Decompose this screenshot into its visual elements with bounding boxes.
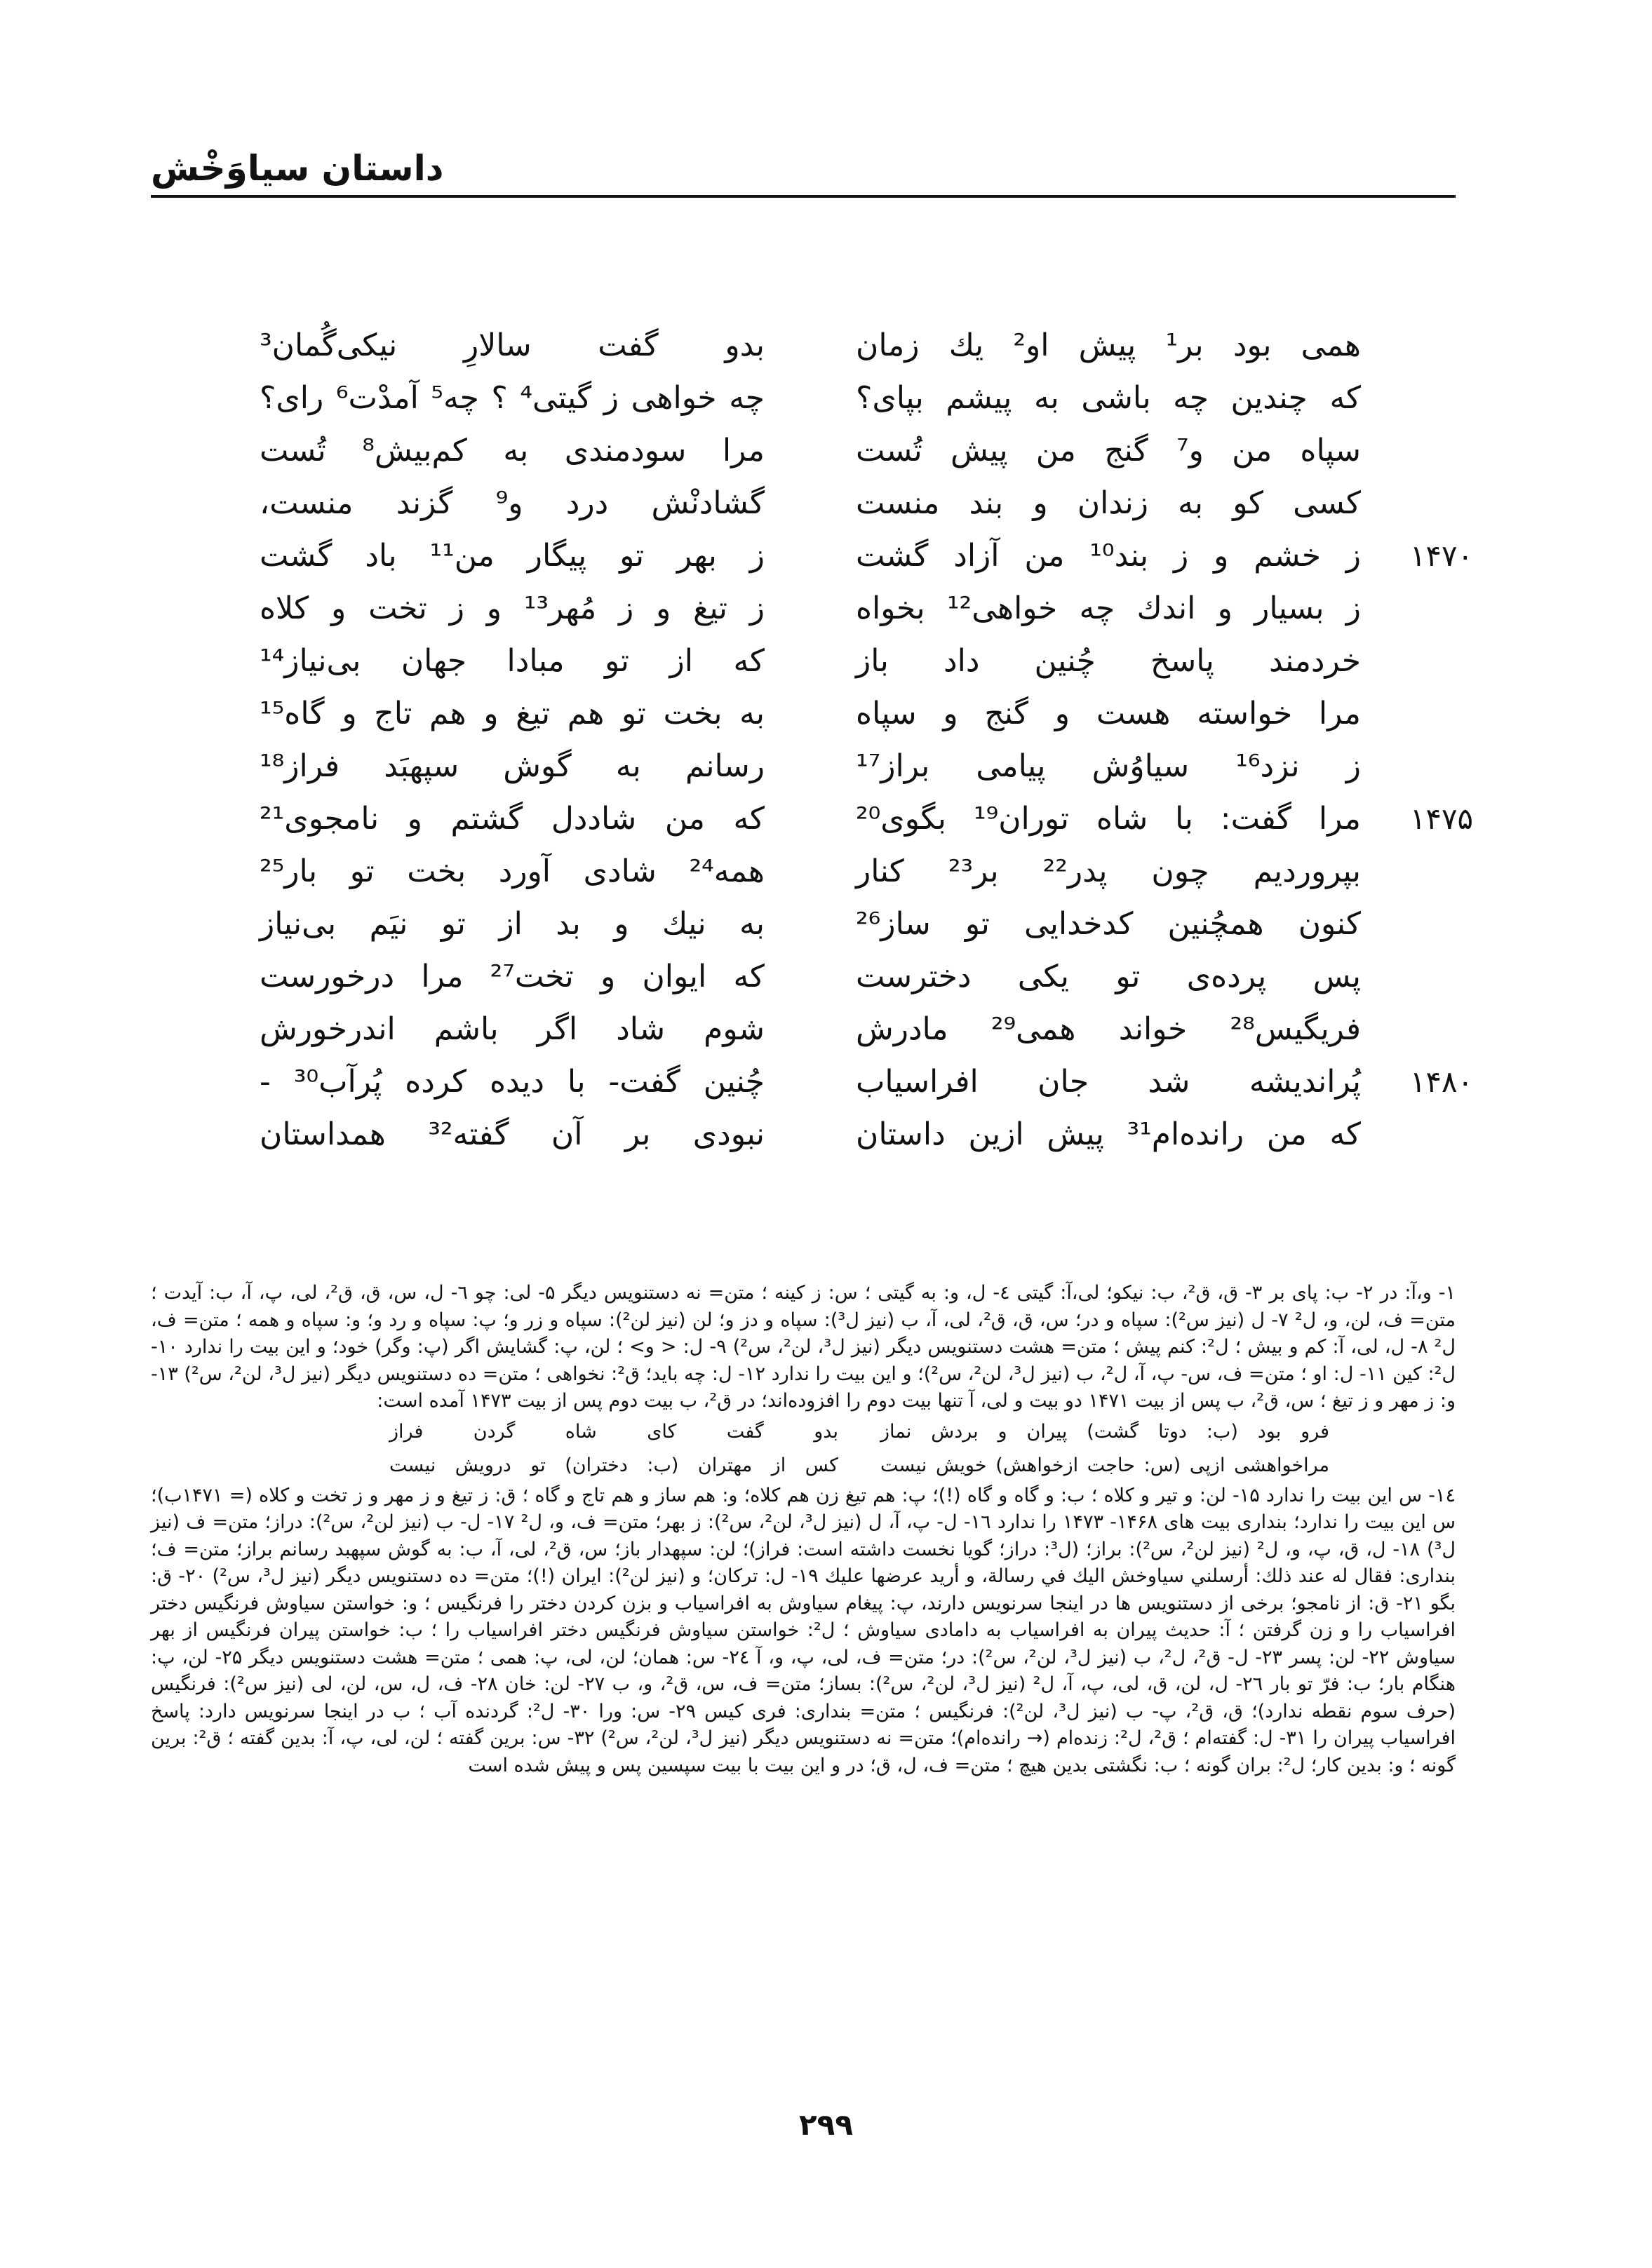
couplet [260,845,1494,898]
first-hemistich: سپاه من و⁷ گنج من پیش تُست [856,433,1361,468]
footnote-paragraph: ۱٤- س این بیت را ندارد ۱۵- لن: و تیر و کلاه ؛ ب: و گاه و گاه (!)؛ پ: هم تیغ زن هم کلاه؛ و: هم ساز و هم تاج و گاه ؛ ق: ز تیغ و ز مهر و ز تخت و کلاه (= ۱۴۷۱ب)؛ س این بیت را ندارد؛ بنداری بیت های ۱۴۶۸- ۱۴۷۳ را ندارد ۱٦- ل- پ، آ، ل (نیز ل³، لن²، س²): ز بهر؛ متن= ف، و، ل² ۱۷- ل- ب (نیز لن²، س²): دراز؛ متن= ف (نیز ل³) ۱۸- ل، ق، پ، و، ل² (نیز لن²، س²): براز؛ (ل³: دراز؛ گویا نخست داشته است: فراز)؛ لن: سپهدار باز؛ س، ق²، لی، آ، ب: به گوش سپهبد رسانم براز؛ متن= ف؛ بنداری: فقال له عند ذلك: أرسلني سیاوخش الیك في رسالة، و أرید عرضها علیك ۱۹- ل: ترکان؛ و (نیز لن²): ایران (!)؛ متن= ده دستنویس دیگر (نیز ل³، س²) ۲۰- ق: بگو ۲۱- ق: از نامجو؛ برخی از دستنویس ها در اینجا سرنویس دارند، پ: پیغام سیاوش به افراسیاب و بزن کردن دختر را فرنگیس ؛ و: خواستن سیاوش فرنگیس دختر افراسیاب را و زن گرفتن ؛ آ: حدیث پیران به افراسیاب به دامادی سیاوش ؛ ل²: خواستن سیاوش فرنگیس دختر افراسیاب را ؛ ب: خواستن پیران فرنگیس از بهر سیاوش ۲۲- لن: پسر ۲۳- ل- ق²، ل²، ب (نیز ل³، لن²، س²): در؛ متن= ف، لی، پ، و، آ ۲٤- س: همان؛ لن، لی، پ: همی ؛ متن= هشت دستنویس دیگر ۲۵- لن، پ: هنگام بار؛ ب: فرّ تو بار ۲٦- ل، لن، ق، لی، پ، آ، ل² (نیز ل³، لن²، س²): بساز؛ متن= ف، س، ق²، و، ب ۲۷- لن: خان ۲۸- ف، ل، س، لن، لی (نیز س²): فرنگیس (حرف سوم نقطه ندارد)؛ ق، ق²، پ- ب (نیز ل³، لن²): فرنگیس ؛ متن= بنداری: فری کیس ۲۹- س: ورا ۳۰- ل²: گردنده آب ؛ ب در اینجا سرنویس دارد: پاسخ افراسیاب پیران را ۳۱- ل: گفته‌ام ؛ ق²، ل²: زنده‌ام (→ رانده‌ام)؛ متن= نه دستنویس دیگر (نیز ل³، لن²، س²) ۳۲- س: برین گفته ؛ لن، لی، پ، آ: بدین گفته ؛ ق²: برین گونه ؛ و: بدین کار؛ ل²: بران گونه ؛ ب: نگشتی بدین هیچ ؛ متن= ف، ل، ق؛ در و این بیت با بیت سپسین پس و پیش شده است [151,1484,1456,1776]
running-header-title: داستان سیاوَخْش [151,148,444,189]
couplet [260,792,1494,845]
second-hemistich: شوم شاد اگر باشم اندرخورش [260,1011,765,1047]
line-number: ۱۴۷۵ [1409,802,1474,836]
first-hemistich: ز بسیار و اندك چه خواهی¹² بخواه [856,590,1361,626]
couplet [260,950,1494,1003]
first-hemistich: بپروردیم چون پدر²² بر²³ کنار [856,853,1361,889]
couplet [260,1055,1494,1108]
first-hemistich: که من رانده‌ام³¹ پیش ازین داستان [856,1116,1362,1152]
couplet [260,372,1494,424]
couplet [260,1003,1494,1055]
line-number: ۱۴۷۰ [1409,539,1474,573]
second-hemistich: چه خواهی ز گیتی⁴ ؟ چه⁵ آمدْت⁶ رای؟ [260,380,765,416]
second-hemistich: همه²⁴ شادی آورد بخت تو بار²⁵ [260,853,765,889]
second-hemistich: به نیك و بد از تو نیَم بی‌نیاز [260,906,765,942]
first-hemistich: پس پرده‌ی تو یکی دخترست [856,959,1361,994]
verse-block [260,319,1494,1161]
second-hemistich: به بخت تو هم تیغ و هم تاج و گاه¹⁵ [260,696,765,731]
second-hemistich: مرا سودمندی به کم‌بیش⁸ تُست [260,433,765,468]
first-hemistich: مراخواهشی ازپی (س: حاجت ازخواهش) خویش نیست [880,1454,1329,1476]
first-hemistich: کنون همچُنین کدخدایی تو ساز²⁶ [856,906,1361,942]
first-hemistich: همی بود بر¹ پیش او² یك زمان [856,328,1361,363]
second-hemistich: چُنین گفت- با دیده کرده پُرآب³⁰ - [260,1064,765,1100]
couplet [260,687,1494,740]
couplet [260,582,1494,635]
footnote-paragraph: ۱- و،آ: در ۲- ب: پای بر ۳- ق، ق²، ب: نیکو؛ لی،آ: گیتی ٤- ل، و: به گیتی ؛ س: ز کینه ؛ متن= نه دستنویس دیگر ۵- لی: چو ٦- ل، س، ق، ق²، لی، پ، آ، ب: آیدت ؛ متن= ف، لن، و، ل² ۷- ل (نیز س²): سپاه و در؛ س، ق، ق²، لی، آ، ب (نیز ل³): سپاه و دز و؛ لن (نیز لن²): سپاه و زر و؛ پ: سپاه و رد و؛ و: سپاه و همه ؛ متن= ف، ل² ۸- ل، لی، آ: کم و بیش ؛ ل²: کنم پیش ؛ متن= هشت دستنویس دیگر (نیز ل³، لن²، س²) ۹- ل: < و> ؛ لن، پ: گشایش اگر (پ: وگر) خود؛ و این بیت را ندارد ۱۰- ل²: کین ۱۱- ل: او ؛ متن= ف، س- پ، آ، ل²، ب (نیز ل³، لن²، س²)؛ و این بیت را ندارد ۱۲- ل: چه باید؛ ق²: نخواهی ؛ متن= ده دستنویس دیگر (نیز ل³، لن²، س²) ۱۳- و: ز مهر و ز تیغ ؛ س، ق²، ب پس از بیت ۱۴۷۱ دو بیت و لی، آ تنها بیت دوم را افزوده‌اند؛ در ق²، ب بیت دوم پس از بیت ۱۴۷۳ آمده است: [151,1282,1456,1412]
couplet [260,529,1494,582]
couplet [260,898,1494,950]
footnotes [151,1280,1456,1779]
first-hemistich: کسی کو به زندان و بند منست [856,485,1361,521]
first-hemistich: مرا خواسته هست و گنج و سپاه [856,696,1361,731]
second-hemistich: ز تیغ و ز مُهر¹³ و ز تخت و کلاه [260,590,765,626]
second-hemistich: رسانم به گوش سپهبَد فراز¹⁸ [260,748,765,784]
first-hemistich: فریگیس²⁸ خواند همی²⁹ مادرش [856,1011,1361,1047]
first-hemistich: خردمند پاسخ چُنین داد باز [856,643,1361,679]
first-hemistich: مرا گفت: با شاه توران¹⁹ بگوی²⁰ [856,801,1361,837]
second-hemistich: که من شاددل گشتم و نامجوی²¹ [260,801,765,837]
header-rule [151,195,1456,198]
second-hemistich: بدو گفت سالارِ نیکی‌گُمان³ [260,328,765,363]
page-number: ۲۹۹ [799,2107,853,2142]
couplet [260,740,1494,792]
couplet [260,635,1494,687]
couplet [260,477,1494,529]
footnote-inserted-couplet [151,1449,1456,1483]
first-hemistich: که چندین چه باشی به پیشم بپای؟ [856,380,1361,416]
first-hemistich: فرو بود (ب: دوتا گشت) پیران و بردش نماز [880,1420,1329,1443]
first-hemistich: پُراندیشه شد جان افراسیاب [856,1064,1361,1100]
second-hemistich: که از تو مبادا جهان بی‌نیاز¹⁴ [260,643,765,679]
couplet [260,1108,1494,1161]
second-hemistich: ز بهر تو پیگار من¹¹ باد گشت [260,538,765,574]
second-hemistich: نبودی بر آن گفته³² همداستان [260,1116,765,1152]
second-hemistich: گشادنْش درد و⁹ گزند منست، [260,485,765,521]
first-hemistich: ز نزد¹⁶ سیاوُش پیامی براز¹⁷ [856,748,1361,784]
second-hemistich: که ایوان و تخت²⁷ مرا درخورست [260,959,765,994]
footnote-inserted-couplet [151,1415,1456,1449]
second-hemistich: کس از مهتران (ب: دختران) تو درویش نیست [389,1454,838,1476]
line-number: ۱۴۸۰ [1409,1065,1474,1099]
second-hemistich: بدو گفت کای شاه گردن فراز [389,1420,838,1443]
first-hemistich: ز خشم و ز بند¹⁰ من آزاد گشت [856,538,1362,574]
couplet [260,319,1494,372]
couplet [260,424,1494,477]
